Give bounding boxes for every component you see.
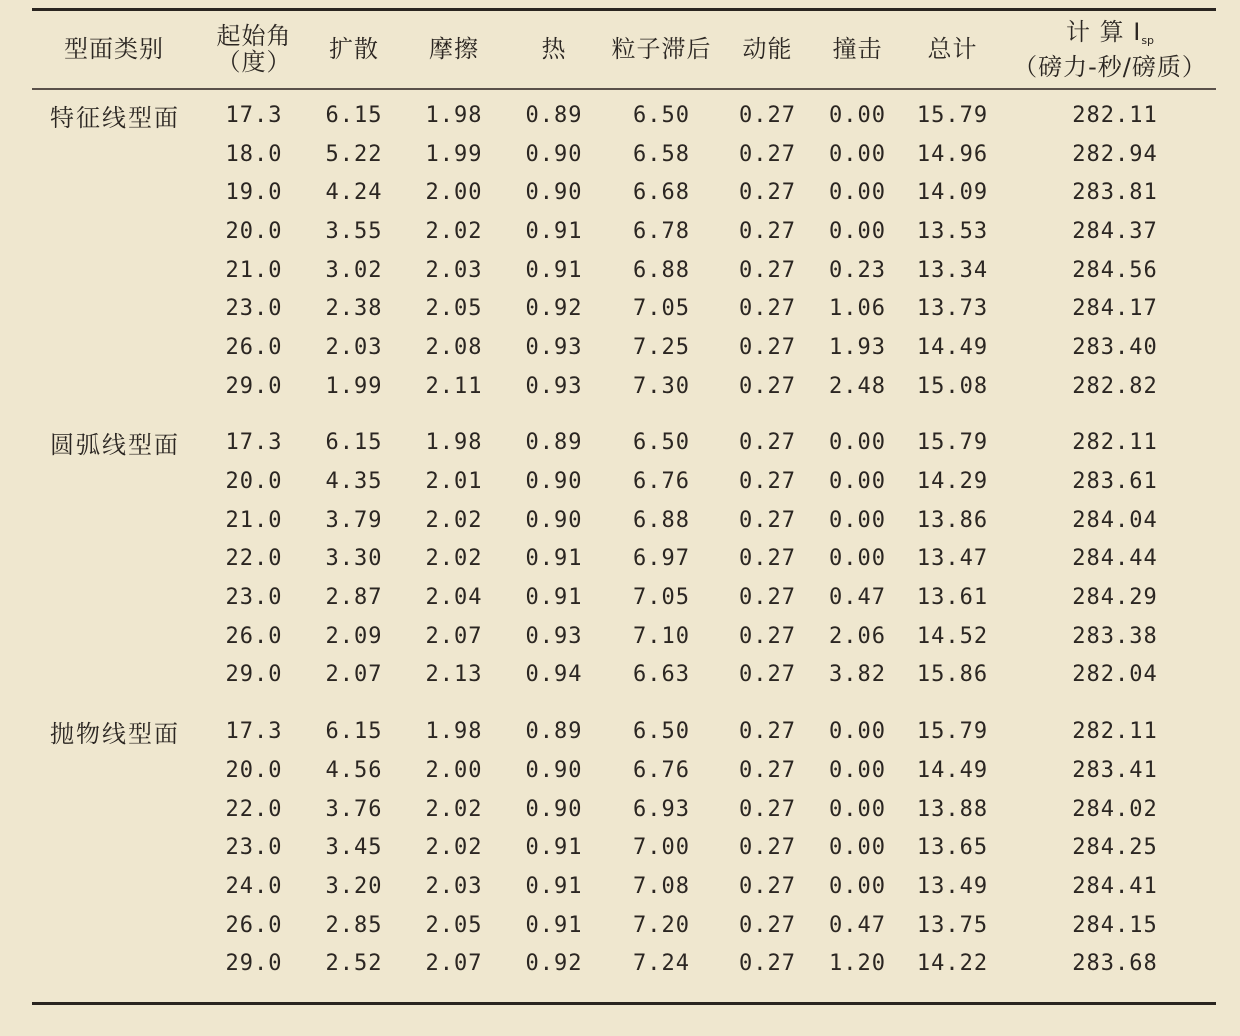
friction-cell: 2.07	[425, 623, 483, 649]
header-heat: 热	[541, 35, 567, 63]
start-angle-cell: 21.0	[225, 507, 283, 533]
category-cell	[34, 578, 204, 617]
impact-cell: 0.00	[829, 873, 886, 899]
kinetic-cell: 0.27	[739, 757, 796, 783]
header-isp-subscript: sp	[1141, 33, 1155, 47]
start-angle-cell: 29.0	[225, 662, 283, 688]
particle-lag-cell: 6.88	[633, 507, 690, 533]
impact-cell: 0.00	[829, 835, 886, 861]
particle-lag-cell: 6.68	[633, 180, 690, 206]
diffusion-cell: 2.03	[325, 334, 383, 360]
category-cell	[34, 656, 204, 695]
diffusion-cell: 2.07	[325, 662, 383, 688]
heat-cell: 0.93	[525, 373, 583, 399]
impact-cell: 1.20	[829, 951, 886, 977]
calculated-isp-cell: 284.37	[1072, 218, 1158, 244]
total-cell: 13.73	[916, 296, 989, 322]
impact-cell: 0.00	[829, 180, 886, 206]
diffusion-cell: 2.52	[325, 951, 383, 977]
particle-lag-cell: 6.58	[633, 141, 690, 167]
table-row	[34, 328, 1214, 367]
kinetic-cell: 0.27	[739, 796, 796, 822]
total-cell: 14.52	[916, 623, 989, 649]
calculated-isp-cell: 282.11	[1072, 430, 1158, 456]
table-row	[34, 289, 1214, 328]
kinetic-cell: 0.27	[739, 835, 796, 861]
friction-cell: 2.13	[425, 662, 483, 688]
start-angle-cell: 23.0	[225, 296, 283, 322]
friction-cell: 2.01	[425, 469, 483, 495]
category-cell	[34, 462, 204, 501]
start-angle-cell: 22.0	[225, 546, 283, 572]
kinetic-cell: 0.27	[739, 373, 796, 399]
table-row	[34, 212, 1214, 251]
heat-cell: 0.89	[525, 719, 583, 745]
start-angle-cell: 19.0	[225, 180, 283, 206]
particle-lag-cell: 6.50	[633, 430, 690, 456]
total-cell: 13.47	[916, 546, 989, 572]
total-cell: 13.61	[916, 585, 989, 611]
heat-cell: 0.89	[525, 430, 583, 456]
friction-cell: 2.03	[425, 873, 483, 899]
friction-cell: 2.02	[425, 507, 483, 533]
total-cell: 15.08	[916, 373, 989, 399]
heat-cell: 0.91	[525, 546, 583, 572]
impact-cell: 0.47	[829, 912, 886, 938]
diffusion-cell: 3.55	[325, 218, 383, 244]
diffusion-cell: 4.56	[325, 757, 383, 783]
total-cell: 14.49	[916, 757, 989, 783]
header-start-angle-unit: （度）	[216, 48, 292, 76]
diffusion-cell: 3.02	[325, 257, 383, 283]
heat-cell: 0.92	[525, 296, 583, 322]
friction-cell: 2.00	[425, 757, 483, 783]
impact-cell: 1.93	[829, 334, 886, 360]
diffusion-cell: 2.85	[325, 912, 383, 938]
table-row	[34, 944, 1214, 983]
heat-cell: 0.91	[525, 835, 583, 861]
header-isp-label: 计 算 I	[1065, 17, 1142, 46]
category-cell	[34, 944, 204, 983]
calculated-isp-cell: 283.81	[1072, 180, 1158, 206]
table-row	[34, 86, 1214, 135]
start-angle-cell: 22.0	[225, 796, 283, 822]
kinetic-cell: 0.27	[739, 873, 796, 899]
friction-cell: 2.03	[425, 257, 483, 283]
impact-cell: 2.06	[829, 623, 886, 649]
start-angle-cell: 24.0	[225, 873, 283, 899]
kinetic-cell: 0.27	[739, 257, 796, 283]
kinetic-cell: 0.27	[739, 296, 796, 322]
header-start-angle-label: 起始角	[216, 22, 292, 50]
heat-cell: 0.91	[525, 585, 583, 611]
header-category: 型面类别	[64, 35, 164, 63]
impact-cell: 0.00	[829, 757, 886, 783]
diffusion-cell: 3.76	[325, 796, 383, 822]
heat-cell: 0.93	[525, 334, 583, 360]
diffusion-cell: 3.79	[325, 507, 383, 533]
friction-cell: 2.11	[425, 373, 483, 399]
heat-cell: 0.91	[525, 257, 583, 283]
table-row	[34, 135, 1214, 174]
table-row	[34, 828, 1214, 867]
calculated-isp-cell: 284.25	[1072, 835, 1158, 861]
heat-cell: 0.94	[525, 662, 583, 688]
total-cell: 15.86	[916, 662, 989, 688]
friction-cell: 1.98	[425, 430, 483, 456]
impact-cell: 0.00	[829, 796, 886, 822]
heat-cell: 0.90	[525, 180, 583, 206]
calculated-isp-cell: 284.15	[1072, 912, 1158, 938]
diffusion-cell: 2.38	[325, 296, 383, 322]
category-cell: 抛物线型面	[50, 720, 180, 749]
diffusion-cell: 4.35	[325, 469, 383, 495]
impact-cell: 0.00	[829, 507, 886, 533]
total-cell: 15.79	[916, 719, 989, 745]
header-friction: 摩擦	[429, 35, 479, 63]
heat-cell: 0.90	[525, 796, 583, 822]
total-cell: 14.49	[916, 334, 989, 360]
category-cell	[34, 501, 204, 540]
calculated-isp-cell: 283.61	[1072, 469, 1158, 495]
friction-cell: 2.02	[425, 835, 483, 861]
table-row	[34, 540, 1214, 579]
heat-cell: 0.89	[525, 102, 583, 128]
calculated-isp-cell: 283.41	[1072, 757, 1158, 783]
total-cell: 14.29	[916, 469, 989, 495]
heat-cell: 0.93	[525, 623, 583, 649]
particle-lag-cell: 6.76	[633, 757, 690, 783]
group-spacer	[34, 694, 1214, 712]
category-cell	[34, 617, 204, 656]
diffusion-cell: 4.24	[325, 180, 383, 206]
friction-cell: 1.98	[425, 719, 483, 745]
calculated-isp-cell: 282.04	[1072, 662, 1158, 688]
kinetic-cell: 0.27	[739, 719, 796, 745]
calculated-isp-cell: 284.02	[1072, 796, 1158, 822]
category-cell	[34, 289, 204, 328]
particle-lag-cell: 7.25	[633, 334, 690, 360]
calculated-isp-cell: 282.94	[1072, 141, 1158, 167]
particle-lag-cell: 7.05	[633, 585, 690, 611]
header-total: 总计	[927, 35, 978, 63]
category-cell: 圆弧线型面	[50, 431, 180, 460]
start-angle-cell: 29.0	[225, 373, 283, 399]
calculated-isp-cell: 283.68	[1072, 951, 1158, 977]
friction-cell: 2.07	[425, 951, 483, 977]
friction-cell: 2.02	[425, 796, 483, 822]
diffusion-cell: 6.15	[325, 430, 383, 456]
total-cell: 15.79	[916, 102, 989, 128]
table-top-rule	[32, 8, 1216, 11]
header-row	[34, 12, 1214, 86]
impact-cell: 0.00	[829, 141, 886, 167]
total-cell: 13.53	[916, 218, 989, 244]
table-row	[34, 867, 1214, 906]
heat-cell: 0.91	[525, 912, 583, 938]
friction-cell: 2.04	[425, 585, 483, 611]
total-cell: 13.86	[916, 507, 989, 533]
heat-cell: 0.90	[525, 469, 583, 495]
particle-lag-cell: 6.50	[633, 719, 690, 745]
impact-cell: 1.06	[829, 296, 886, 322]
diffusion-cell: 3.20	[325, 873, 383, 899]
category-cell	[34, 790, 204, 829]
diffusion-cell: 5.22	[325, 141, 383, 167]
start-angle-cell: 17.3	[225, 430, 283, 456]
table-row	[34, 367, 1214, 406]
kinetic-cell: 0.27	[739, 430, 796, 456]
spacer-cell	[34, 406, 1214, 424]
category-cell	[34, 212, 204, 251]
friction-cell: 1.99	[425, 141, 483, 167]
particle-lag-cell: 6.93	[633, 796, 690, 822]
impact-cell: 2.48	[829, 373, 886, 399]
category-cell	[34, 251, 204, 290]
friction-cell: 2.02	[425, 546, 483, 572]
table-row	[34, 424, 1214, 463]
kinetic-cell: 0.27	[739, 585, 796, 611]
impact-cell: 0.00	[829, 546, 886, 572]
heat-cell: 0.91	[525, 218, 583, 244]
total-cell: 14.09	[916, 180, 989, 206]
friction-cell: 2.08	[425, 334, 483, 360]
total-cell: 13.65	[916, 835, 989, 861]
heat-cell: 0.91	[525, 873, 583, 899]
diffusion-cell: 2.09	[325, 623, 383, 649]
total-cell: 13.75	[916, 912, 989, 938]
calculated-isp-cell: 284.41	[1072, 873, 1158, 899]
calculated-isp-cell: 283.40	[1072, 334, 1158, 360]
kinetic-cell: 0.27	[739, 623, 796, 649]
particle-lag-cell: 7.10	[633, 623, 690, 649]
start-angle-cell: 26.0	[225, 623, 283, 649]
friction-cell: 1.98	[425, 102, 483, 128]
header-kinetic: 动能	[742, 35, 793, 63]
total-cell: 14.22	[916, 951, 989, 977]
heat-cell: 0.90	[525, 141, 583, 167]
particle-lag-cell: 6.88	[633, 257, 690, 283]
start-angle-cell: 23.0	[225, 835, 283, 861]
start-angle-cell: 21.0	[225, 257, 283, 283]
kinetic-cell: 0.27	[739, 546, 796, 572]
particle-lag-cell: 6.50	[633, 102, 690, 128]
category-cell	[34, 867, 204, 906]
category-cell	[34, 751, 204, 790]
start-angle-cell: 26.0	[225, 334, 283, 360]
table-row	[34, 501, 1214, 540]
table-row	[34, 173, 1214, 212]
calculated-isp-cell: 282.82	[1072, 373, 1158, 399]
category-cell	[34, 135, 204, 174]
start-angle-cell: 29.0	[225, 951, 283, 977]
total-cell: 13.49	[916, 873, 989, 899]
particle-lag-cell: 6.78	[633, 218, 690, 244]
category-cell	[34, 328, 204, 367]
kinetic-cell: 0.27	[739, 469, 796, 495]
calculated-isp-cell: 284.17	[1072, 296, 1158, 322]
particle-lag-cell: 7.30	[633, 373, 690, 399]
category-cell	[34, 367, 204, 406]
header-particle-lag: 粒子滞后	[611, 35, 712, 63]
particle-lag-cell: 7.20	[633, 912, 690, 938]
heat-cell: 0.90	[525, 507, 583, 533]
total-cell: 15.79	[916, 430, 989, 456]
heat-cell: 0.92	[525, 951, 583, 977]
diffusion-cell: 6.15	[325, 719, 383, 745]
category-cell: 特征线型面	[50, 103, 180, 132]
particle-lag-cell: 7.24	[633, 951, 690, 977]
table-row	[34, 462, 1214, 501]
impact-cell: 0.00	[829, 719, 886, 745]
table-row	[34, 751, 1214, 790]
table-row	[34, 790, 1214, 829]
table-row	[34, 251, 1214, 290]
impact-cell: 0.00	[829, 102, 886, 128]
kinetic-cell: 0.27	[739, 334, 796, 360]
category-cell	[34, 173, 204, 212]
start-angle-cell: 18.0	[225, 141, 283, 167]
table-row	[34, 906, 1214, 945]
total-cell: 13.88	[916, 796, 989, 822]
particle-lag-cell: 6.63	[633, 662, 690, 688]
friction-cell: 2.00	[425, 180, 483, 206]
impact-cell: 0.00	[829, 430, 886, 456]
calculated-isp-cell: 284.04	[1072, 507, 1158, 533]
spacer-cell	[34, 694, 1214, 712]
table-row	[34, 656, 1214, 695]
start-angle-cell: 26.0	[225, 912, 283, 938]
start-angle-cell: 20.0	[225, 469, 283, 495]
group-spacer	[34, 406, 1214, 424]
particle-lag-cell: 6.76	[633, 469, 690, 495]
diffusion-cell: 3.45	[325, 835, 383, 861]
category-cell	[34, 828, 204, 867]
table-row	[34, 578, 1214, 617]
heat-cell: 0.90	[525, 757, 583, 783]
calculated-isp-cell: 283.38	[1072, 623, 1158, 649]
calculated-isp-cell: 282.11	[1072, 102, 1158, 128]
total-cell: 14.96	[916, 141, 989, 167]
diffusion-cell: 3.30	[325, 546, 383, 572]
table-bottom-rule	[32, 1002, 1216, 1005]
particle-lag-cell: 7.08	[633, 873, 690, 899]
kinetic-cell: 0.27	[739, 180, 796, 206]
particle-lag-cell: 7.00	[633, 835, 690, 861]
friction-cell: 2.02	[425, 218, 483, 244]
calculated-isp-cell: 284.56	[1072, 257, 1158, 283]
total-cell: 13.34	[916, 257, 989, 283]
start-angle-cell: 17.3	[225, 102, 283, 128]
kinetic-cell: 0.27	[739, 218, 796, 244]
impact-cell: 0.00	[829, 218, 886, 244]
calculated-isp-cell: 282.11	[1072, 719, 1158, 745]
impact-cell: 3.82	[829, 662, 886, 688]
diffusion-cell: 1.99	[325, 373, 383, 399]
header-start-angle	[204, 12, 304, 86]
start-angle-cell: 20.0	[225, 757, 283, 783]
particle-lag-cell: 6.97	[633, 546, 690, 572]
particle-lag-cell: 7.05	[633, 296, 690, 322]
friction-cell: 2.05	[425, 296, 483, 322]
start-angle-cell: 17.3	[225, 719, 283, 745]
diffusion-cell: 2.87	[325, 585, 383, 611]
loss-table	[34, 12, 1214, 983]
header-impact: 撞击	[832, 35, 883, 63]
kinetic-cell: 0.27	[739, 912, 796, 938]
kinetic-cell: 0.27	[739, 662, 796, 688]
kinetic-cell: 0.27	[739, 141, 796, 167]
category-cell	[34, 540, 204, 579]
calculated-isp-cell: 284.44	[1072, 546, 1158, 572]
table-row	[34, 617, 1214, 656]
start-angle-cell: 23.0	[225, 585, 283, 611]
kinetic-cell: 0.27	[739, 951, 796, 977]
friction-cell: 2.05	[425, 912, 483, 938]
header-calculated-isp	[1006, 12, 1214, 86]
impact-cell: 0.00	[829, 469, 886, 495]
header-diffusion: 扩散	[329, 35, 379, 63]
kinetic-cell: 0.27	[739, 507, 796, 533]
diffusion-cell: 6.15	[325, 102, 383, 128]
table-row	[34, 712, 1214, 751]
start-angle-cell: 20.0	[225, 218, 283, 244]
calculated-isp-cell: 284.29	[1072, 585, 1158, 611]
impact-cell: 0.23	[829, 257, 886, 283]
category-cell	[34, 906, 204, 945]
impact-cell: 0.47	[829, 585, 886, 611]
kinetic-cell: 0.27	[739, 102, 796, 128]
table-body	[34, 86, 1214, 983]
header-isp-unit: （磅力-秒/磅质）	[1013, 52, 1207, 81]
